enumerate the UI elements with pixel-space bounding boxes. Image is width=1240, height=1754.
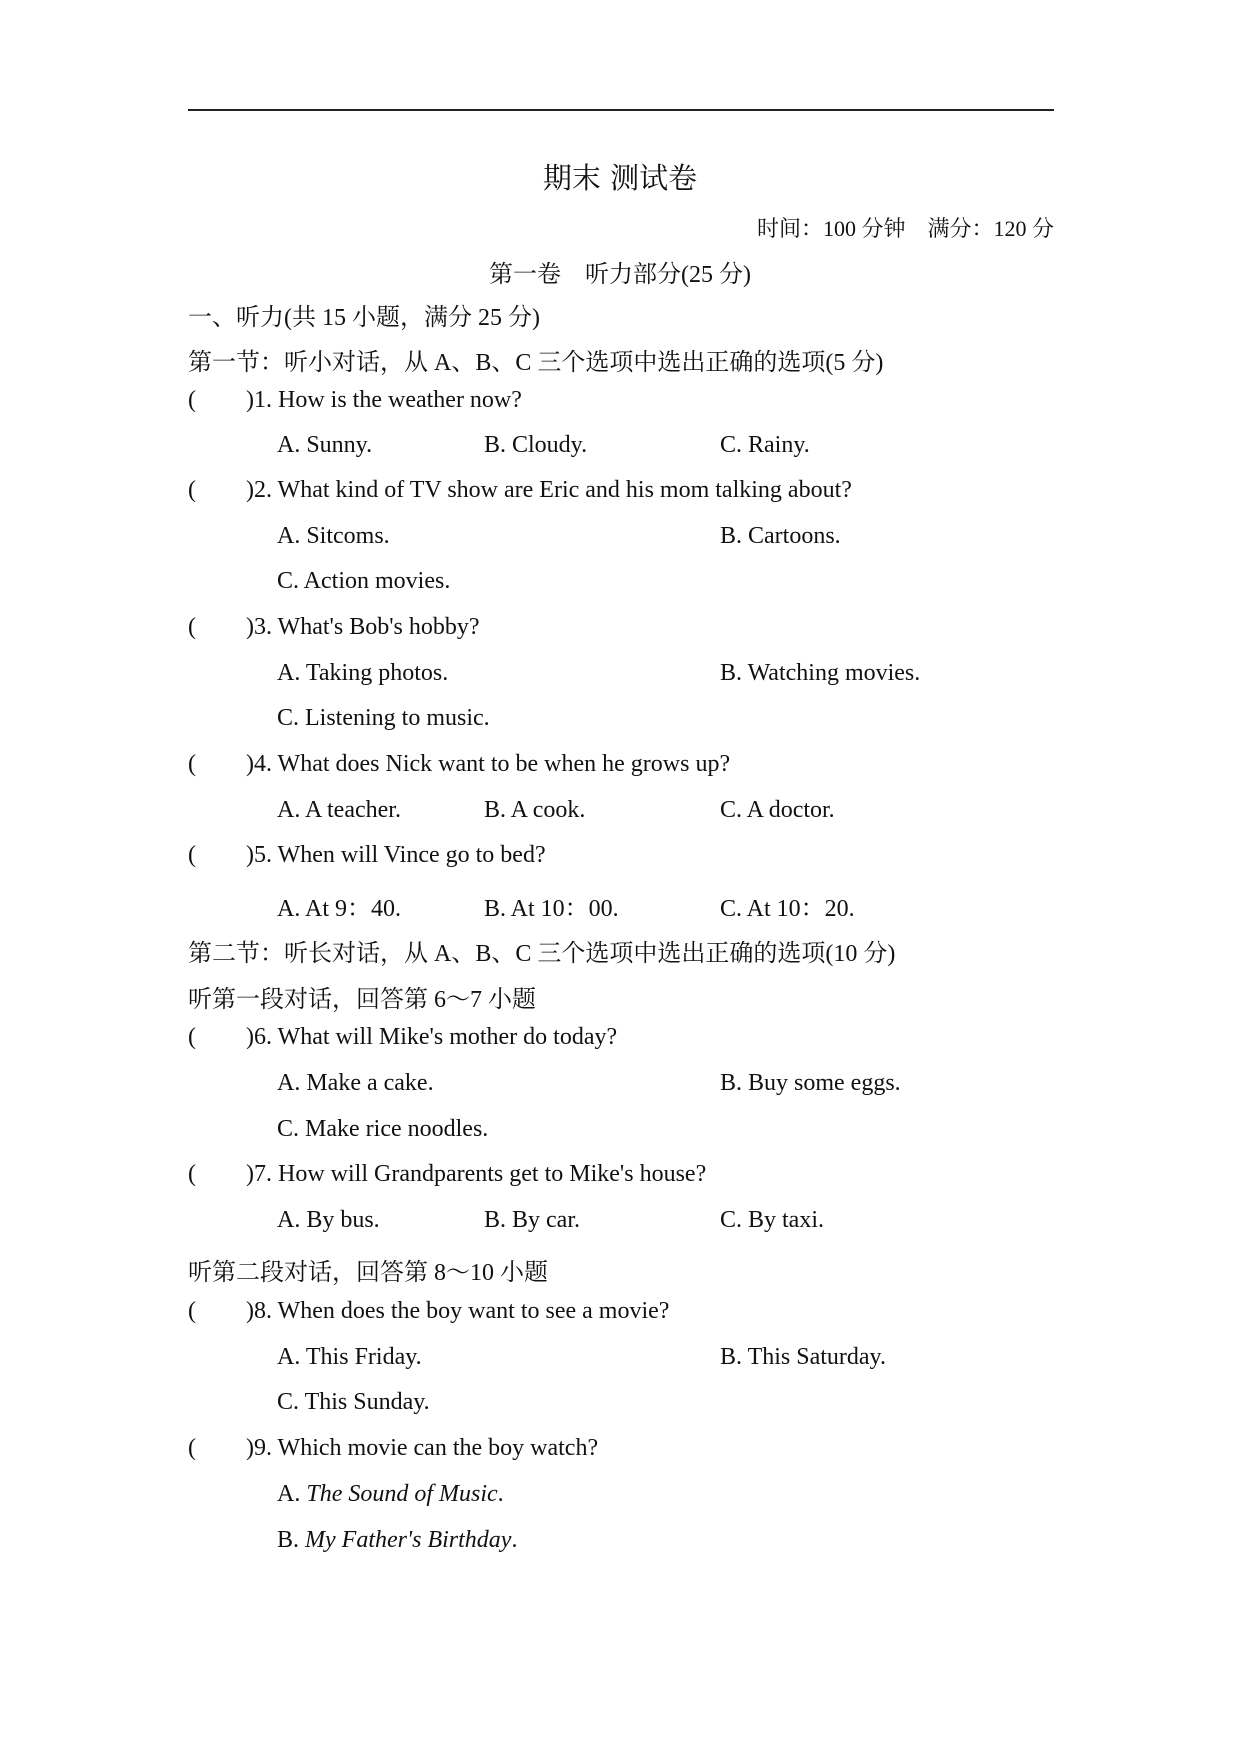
answer-blank: ( [188,751,196,777]
exam-meta: 时间：100 分钟 满分：120 分 [756,216,1054,241]
question-8 [188,1298,669,1325]
option-c: C. Action movies. [277,568,451,594]
answer-blank: ( [188,387,196,413]
question-text: )7. How will Grandparents get to Mike's house? [246,1161,707,1187]
answer-blank: ( [188,1024,196,1050]
subsection-1-heading: 第一节：听小对话，从 A、B、C 三个选项中选出正确的选项(5 分) [188,350,884,376]
option-b: B. Cloudy. [484,432,588,458]
option-b: B. At 10：00. [484,896,619,922]
page-title: 期末 测试卷 [542,161,698,195]
top-rule [188,109,1054,111]
option-a: A. Sunny. [277,432,373,458]
option-prefix: B. [277,1527,306,1553]
answer-blank: ( [188,1298,196,1324]
question-text: )9. Which movie can the boy watch? [246,1435,599,1461]
movie-title: The Sound of Music [306,1481,498,1507]
question-text: )4. What does Nick want to be when he grows up? [246,751,731,777]
option-b: B. Watching movies. [720,660,921,686]
answer-blank: ( [188,842,196,868]
subsection-2-heading: 第二节：听长对话，从 A、B、C 三个选项中选出正确的选项(10 分) [188,941,896,967]
question-text: )5. When will Vince go to bed? [246,842,546,868]
option-b [277,1527,517,1554]
option-c: C. Listening to music. [277,705,490,731]
option-a: A. Sitcoms. [277,523,390,549]
question-5 [188,842,546,869]
option-a: A. At 9：40. [277,896,402,922]
dialog-1-heading: 听第一段对话，回答第 6～7 小题 [188,987,536,1013]
option-c: C. At 10：20. [720,896,855,922]
option-c: C. A doctor. [720,797,835,823]
answer-blank: ( [188,614,196,640]
answer-blank: ( [188,477,196,503]
question-1 [188,387,522,414]
movie-title: My Father's Birthday [305,1527,512,1553]
option-b: B. Buy some eggs. [720,1070,901,1096]
option-b: B. This Saturday. [720,1344,886,1370]
option-b: B. A cook. [484,797,586,823]
section-heading: 一、听力(共 15 小题，满分 25 分) [188,305,540,331]
question-7 [188,1161,706,1188]
option-a: A. Make a cake. [277,1070,434,1096]
option-a: A. By bus. [277,1207,380,1233]
question-text: )3. What's Bob's hobby? [246,614,480,640]
period: . [497,1481,504,1507]
period: . [511,1527,518,1553]
question-text: )6. What will Mike's mother do today? [246,1024,618,1050]
answer-blank: ( [188,1435,196,1461]
option-c: C. Rainy. [720,432,810,458]
question-9 [188,1435,598,1462]
option-c: C. Make rice noodles. [277,1116,489,1142]
question-6 [188,1024,617,1051]
dialog-2-heading: 听第二段对话，回答第 8～10 小题 [188,1260,548,1286]
option-prefix: A. [277,1481,307,1507]
option-a: A. A teacher. [277,797,401,823]
question-text: )1. How is the weather now? [246,387,522,413]
question-2 [188,477,852,504]
question-3 [188,614,480,641]
option-c: C. By taxi. [720,1207,825,1233]
question-text: )2. What kind of TV show are Eric and his mom talking about? [246,477,852,503]
option-c: C. This Sunday. [277,1389,430,1415]
option-b: B. By car. [484,1207,580,1233]
question-4 [188,751,730,778]
option-b: B. Cartoons. [720,523,841,549]
option-a: A. This Friday. [277,1344,422,1370]
option-a [277,1481,504,1508]
part-heading: 第一卷 听力部分(25 分) [489,262,751,288]
option-a: A. Taking photos. [277,660,449,686]
question-text: )8. When does the boy want to see a movie? [246,1298,670,1324]
answer-blank: ( [188,1161,196,1187]
